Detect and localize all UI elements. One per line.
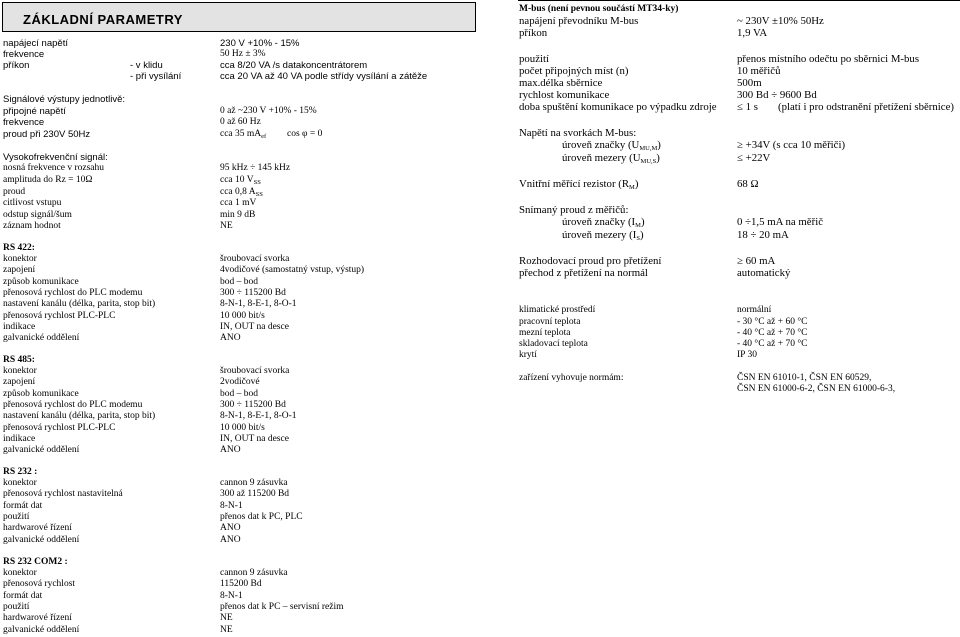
mbus-overload-value: ≥ 60 mA <box>737 255 776 267</box>
carrier-value: 95 kHz ÷ 145 kHz <box>220 163 291 173</box>
mbus-consumption-label: příkon <box>519 27 548 39</box>
mbus-overload-label: Rozhodovací proud pro přetížení <box>519 255 662 267</box>
rs485-row-label: galvanické oddělení <box>3 445 80 456</box>
connect-voltage-label: připojné napětí <box>3 106 66 117</box>
supply-value: 230 V +10% - 15% <box>220 38 300 49</box>
rs232-row-value: 8-N-1 <box>220 500 243 511</box>
rs232com2-row-label: hardwarové řízení <box>3 613 72 624</box>
freq-value: 50 Hz ± 3% <box>220 49 266 59</box>
signal-heading: Signálové výstupy jednotlivě: <box>3 94 125 105</box>
rs422-row-value: 10 000 bit/s <box>220 310 265 321</box>
rs422-row-label: zapojení <box>3 265 36 276</box>
rs232com2-row-value: NE <box>220 624 233 635</box>
rs232-row-value: ANO <box>220 534 241 545</box>
rs422-row-value: 4vodičové (samostatný vstup, výstup) <box>220 265 365 276</box>
rs485-row-value: ANO <box>220 445 241 456</box>
signal-current-label: proud při 230V 50Hz <box>3 129 91 140</box>
mbus-mark-current-label: úroveň značky $(I_M)$ <box>562 216 645 229</box>
rs485-row-label: přenosová rychlost PLC-PLC <box>3 422 116 433</box>
rs232com2-row-value: NE <box>220 613 233 624</box>
rs422-row-value: ANO <box>220 333 241 344</box>
mbus-mark-current-value: 0 ÷1,5 mA na měřič <box>737 216 823 228</box>
rs485-row-value: 300 ÷ 115200 Bd <box>220 399 286 410</box>
hf-current-label: proud <box>3 187 26 197</box>
rs232-row-value: cannon 9 zásuvka <box>220 478 288 488</box>
mbus-length-value: 500m <box>737 77 762 89</box>
idle-label: - v klidu <box>130 60 163 71</box>
connect-voltage-value: 0 až ~230 V +10% - 15% <box>220 106 317 116</box>
rs422-row-label: galvanické oddělení <box>3 333 80 344</box>
rs422-row-value: 8-N-1, 8-E-1, 8-O-1 <box>220 299 297 310</box>
rs232com2-row-label: formát dat <box>3 590 43 601</box>
rs422-row-label: nastavení kanálu (délka, parita, stop bit) <box>3 299 156 310</box>
rs232-row-value: přenos dat k PC, PLC <box>220 511 303 522</box>
rs422-row-label: přenosová rychlost do PLC modemu <box>3 287 143 298</box>
amplitude-value: cca 10 $V_{SS}$ <box>220 175 261 186</box>
norms-label: zařízení vyhovuje normám: <box>519 373 624 383</box>
rs232com2-row-value: cannon 9 zásuvka <box>220 568 288 578</box>
mbus-current-heading: Snímaný proud z měřičů: <box>519 204 629 216</box>
mbus-space-voltage-value: ≤ +22V <box>737 152 771 164</box>
rs232com2-row-label: přenosová rychlost <box>3 579 76 590</box>
rs422-heading: RS 422: <box>3 243 35 253</box>
mbus-speed-value: 300 Bd ÷ 9600 Bd <box>737 89 817 101</box>
mbus-space-voltage-label: úroveň mezery $(U_{MU,S})$ <box>562 152 660 165</box>
rs485-row-value: 8-N-1, 8-E-1, 8-O-1 <box>220 411 297 422</box>
rs485-row-label: zapojení <box>3 377 36 388</box>
mbus-length-label: max.délka sběrnice <box>519 77 603 89</box>
freq-label: frekvence <box>3 49 45 60</box>
rs232com2-row-label: galvanické oddělení <box>3 624 80 635</box>
cover-value: IP 30 <box>737 350 757 360</box>
norms-line-1: ČSN EN 61010-1, ČSN EN 60529, <box>737 373 872 383</box>
mbus-space-current-value: 18 ÷ 20 mA <box>737 229 789 241</box>
rs232com2-heading: RS 232 COM2 : <box>3 557 68 567</box>
mbus-usage-label: použití <box>519 53 549 65</box>
rs485-row-label: přenosová rychlost do PLC modemu <box>3 399 143 410</box>
mbus-transition-value: automatický <box>737 267 791 279</box>
mbus-consumption-value: 1,9 VA <box>737 27 768 39</box>
rs232com2-row-label: použití <box>3 601 30 612</box>
rs232-row-label: konektor <box>3 478 37 488</box>
storage-temp-label: skladovací teplota <box>519 339 588 349</box>
transmit-value: cca 20 VA až 40 VA podle střídy vysílání a zátěže <box>220 71 428 82</box>
mbus-resistor-value: 68 Ω <box>737 178 759 190</box>
rs422-row-label: způsob komunikace <box>3 276 79 287</box>
rs485-row-value: 10 000 bit/s <box>220 422 265 433</box>
page-title: ZÁKLADNÍ PARAMETRY <box>23 12 183 27</box>
mbus-supply-label: napájení převodníku M-bus <box>519 15 639 27</box>
rs485-row-label: způsob komunikace <box>3 388 79 399</box>
consumption-label: příkon <box>3 60 30 71</box>
rs232-row-label: hardwarové řízení <box>3 523 72 534</box>
top-rule <box>518 0 960 1</box>
climate-value: normální <box>737 305 772 315</box>
norms-line-2: ČSN EN 61000-6-2, ČSN EN 61000-6-3, <box>737 384 896 394</box>
rs422-row-value: bod – bod <box>220 276 258 287</box>
mbus-resistor-label: Vnitřní měřící rezistor $(R_M)$ <box>519 178 639 191</box>
sensitivity-value: cca 1 mV <box>220 198 257 208</box>
title-box <box>2 2 476 32</box>
snr-value: min 9 dB <box>220 210 256 220</box>
rs485-row-label: nastavení kanálu (délka, parita, stop bit) <box>3 411 156 422</box>
rs485-row-value: 2vodičové <box>220 377 260 388</box>
rs232com2-row-value: 115200 Bd <box>220 579 262 590</box>
rs485-row-value: šroubovací svorka <box>220 366 290 376</box>
signal-freq-label: frekvence <box>3 117 45 128</box>
carrier-label: nosná frekvence v rozsahu <box>3 163 105 173</box>
rs485-row-label: indikace <box>3 433 36 444</box>
signal-freq-value: 0 až 60 Hz <box>220 117 261 127</box>
record-label: záznam hodnot <box>3 221 61 231</box>
sensitivity-label: citlivost vstupu <box>3 198 62 208</box>
idle-value: cca 8/20 VA /s datakoncentrátorem <box>220 60 368 71</box>
climate-label: klimatické prostředí <box>519 305 596 315</box>
hf-current-value: cca 0,8 $A_{SS}$ <box>220 187 263 198</box>
rs422-row-label: konektor <box>3 254 37 264</box>
rs232com2-row-value: přenos dat k PC – servisní režim <box>220 601 344 612</box>
signal-current-value: cca 35 $mA_{ef}$ <box>220 129 267 140</box>
rs232-heading: RS 232 : <box>3 467 38 477</box>
rs232-row-label: použití <box>3 511 30 522</box>
work-temp-label: pracovní teplota <box>519 317 581 327</box>
rs232-row-value: 300 až 115200 Bd <box>220 489 290 500</box>
mbus-transition-label: přechod z přetížení na normál <box>519 267 648 279</box>
rs232-row-label: přenosová rychlost nastavitelná <box>3 489 123 500</box>
limit-temp-label: mezní teplota <box>519 328 571 338</box>
rs232com2-row-label: konektor <box>3 568 37 578</box>
mbus-restart-note: (platí i pro odstranění přetížení sběrnice) <box>778 101 954 113</box>
snr-label: odstup signál/šum <box>3 210 72 220</box>
record-value: NE <box>220 221 233 231</box>
mbus-points-value: 10 měřičů <box>737 65 781 77</box>
mbus-usage-value: přenos místního odečtu po sběrnici M-bus <box>737 53 920 65</box>
cover-label: krytí <box>519 350 537 360</box>
work-temp-value: - 30 °C až + 60 °C <box>737 317 808 327</box>
mbus-heading: M-bus (není pevnou součástí MT34-ky) <box>519 4 679 14</box>
rs422-row-value: šroubovací svorka <box>220 254 290 264</box>
mbus-supply-value: ~ 230V ±10% 50Hz <box>737 15 824 27</box>
limit-temp-value: - 40 °C až + 70 °C <box>737 328 808 338</box>
mbus-voltage-heading: Napětí na svorkách M-bus: <box>519 127 637 139</box>
rs422-row-label: přenosová rychlost PLC-PLC <box>3 310 116 321</box>
transmit-label: - při vysílání <box>130 71 182 82</box>
rs232com2-row-value: 8-N-1 <box>220 590 243 601</box>
rs232-row-label: formát dat <box>3 500 43 511</box>
mbus-points-label: počet připojných míst (n) <box>519 65 629 77</box>
rs485-heading: RS 485: <box>3 355 35 365</box>
mbus-speed-label: rychlost komunikace <box>519 89 610 101</box>
rs422-row-value: 300 ÷ 115200 Bd <box>220 287 286 298</box>
rs485-row-value: IN, OUT na desce <box>220 433 289 444</box>
mbus-mark-voltage-label: úroveň značky $(U_{MU,M})$ <box>562 139 661 152</box>
mbus-restart-label: doba spuštění komunikace po výpadku zdroje <box>519 101 717 113</box>
cos-phi-value: cos φ = 0 <box>287 129 323 139</box>
storage-temp-value: - 40 °C až + 70 °C <box>737 339 808 349</box>
hf-heading: Vysokofrekvenční signál: <box>3 152 108 163</box>
amplitude-label: amplituda do Rz = 10Ω <box>3 175 93 185</box>
rs422-row-value: IN, OUT na desce <box>220 321 289 332</box>
supply-label: napájecí napětí <box>3 38 68 49</box>
mbus-restart-value: ≤ 1 s <box>737 101 758 113</box>
rs232-row-value: ANO <box>220 523 241 534</box>
rs485-row-label: konektor <box>3 366 37 376</box>
rs232-row-label: galvanické oddělení <box>3 534 80 545</box>
mbus-mark-voltage-value: ≥ +34V (s cca 10 měřiči) <box>737 139 846 151</box>
mbus-space-current-label: úroveň mezery $(I_S)$ <box>562 229 644 242</box>
rs485-row-value: bod – bod <box>220 388 258 399</box>
rs422-row-label: indikace <box>3 321 36 332</box>
